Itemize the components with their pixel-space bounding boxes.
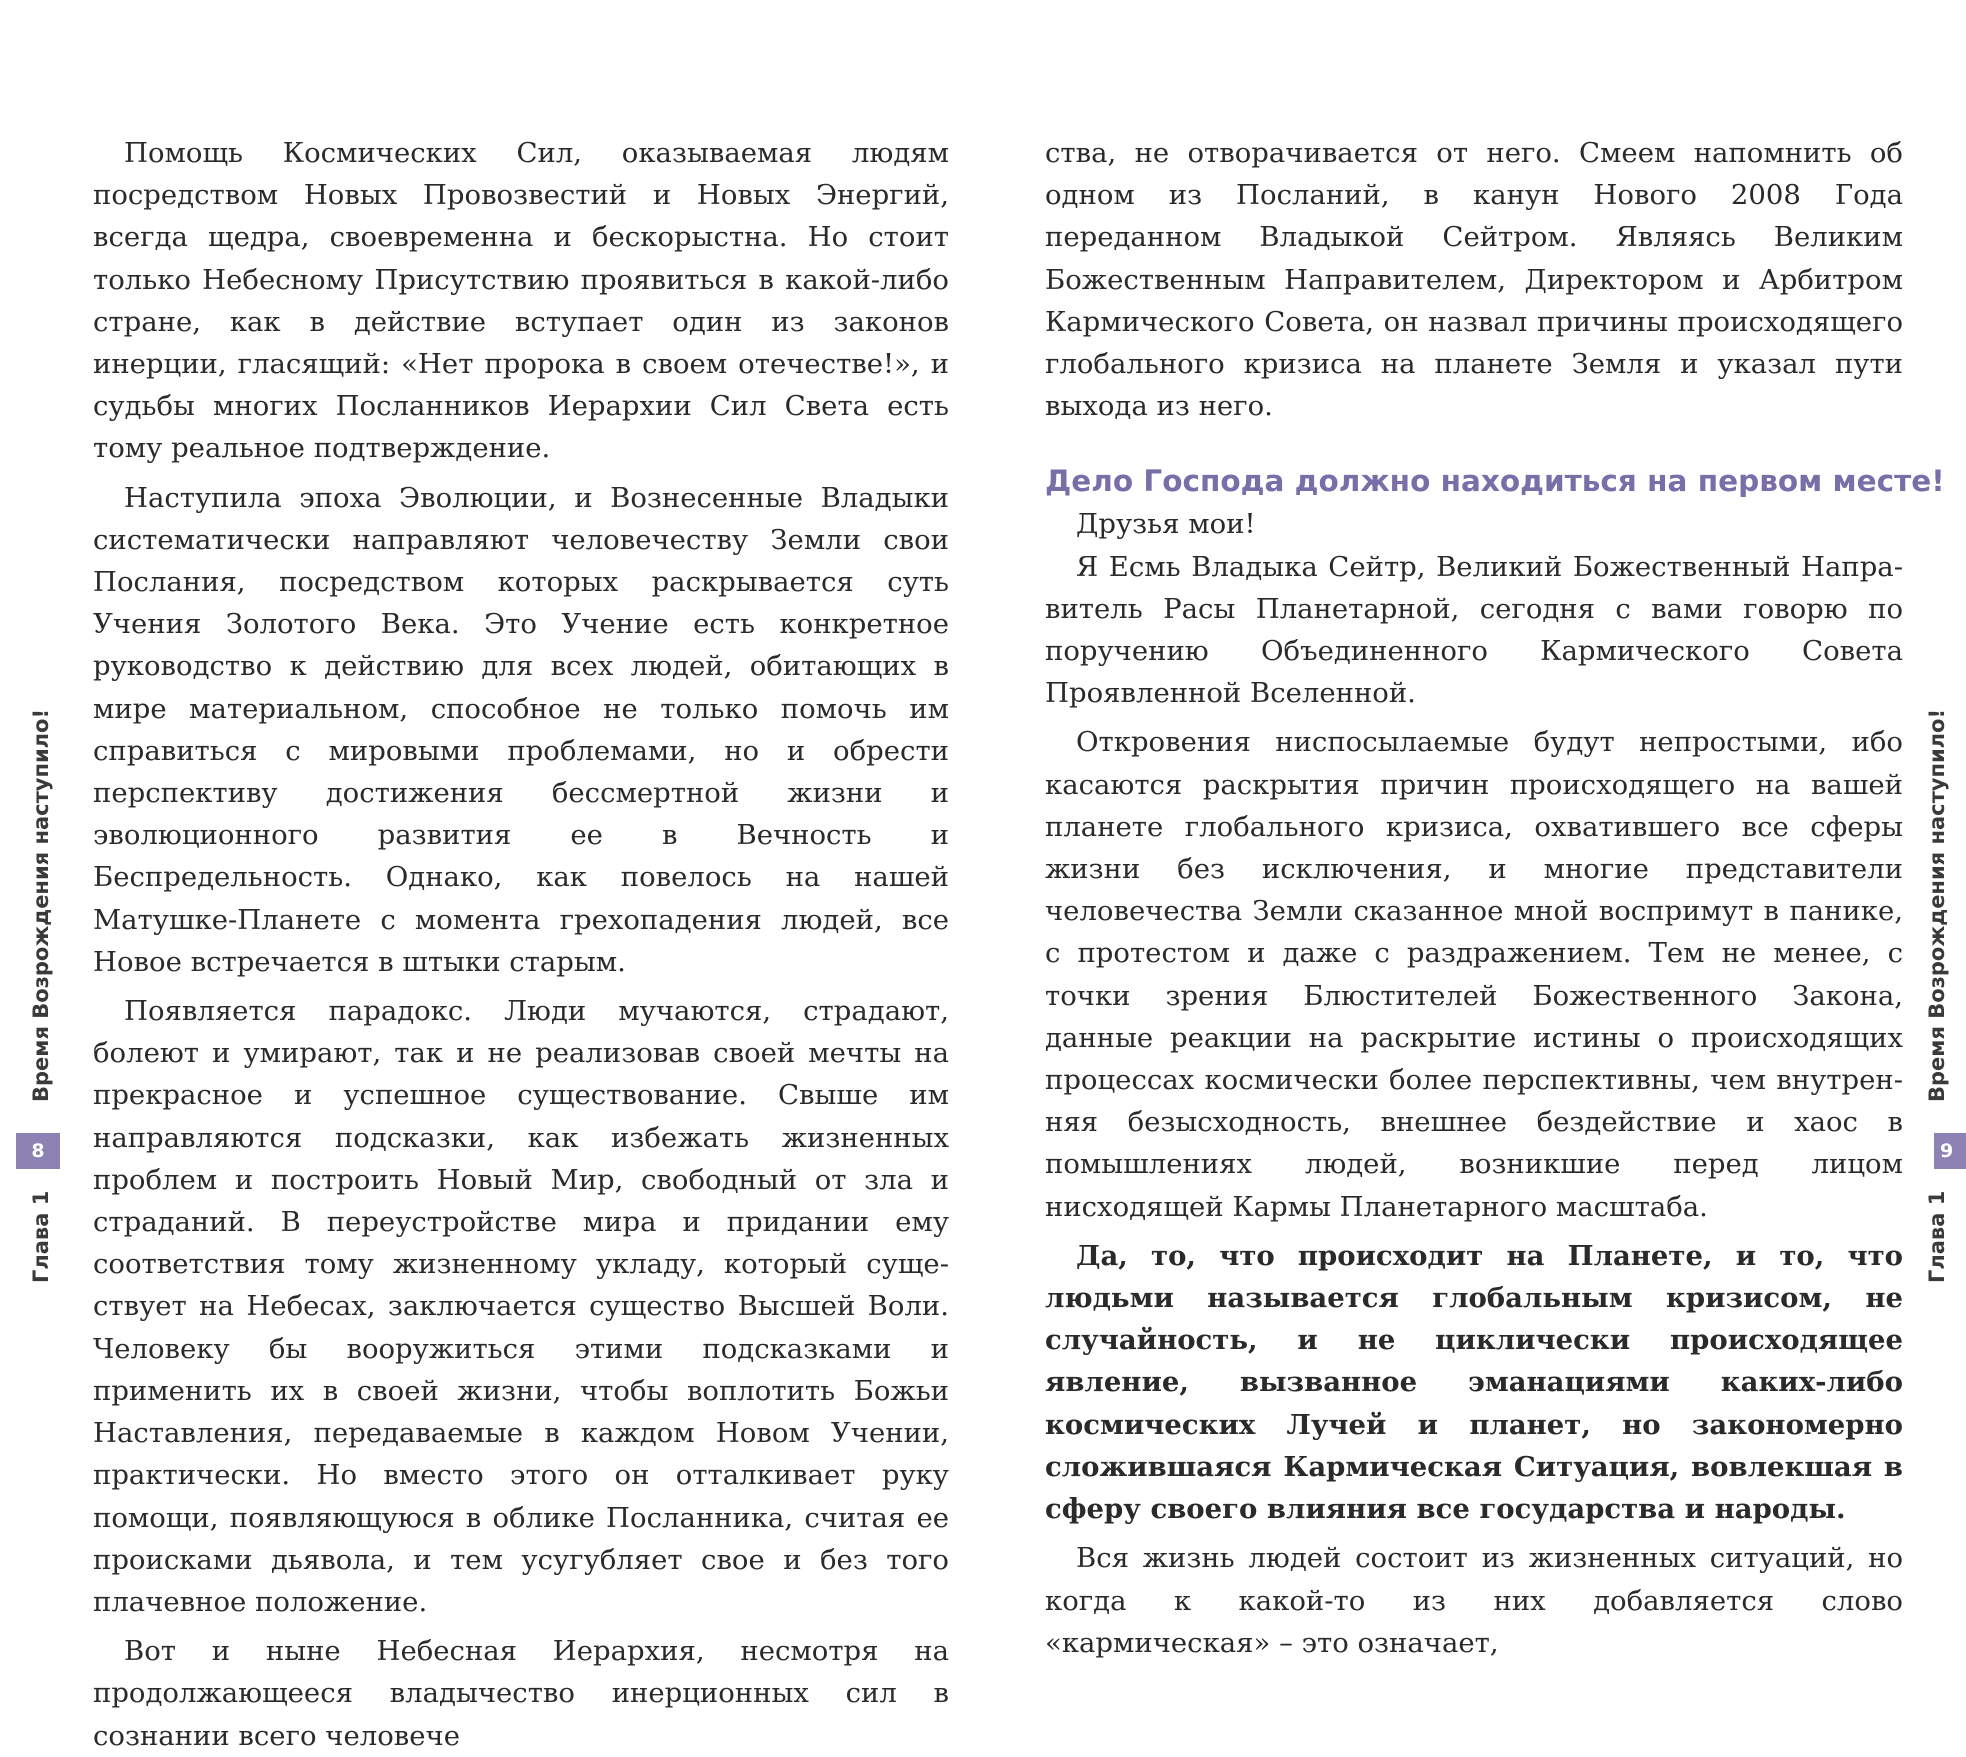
- right-page: [983, 0, 1966, 1659]
- page-number: 9: [1934, 1133, 1966, 1169]
- right-page-side-rail: [1912, 0, 1962, 1507]
- left-page-text-column: [93, 132, 949, 1757]
- body-paragraph: Вся жизнь людей состоит из жизненных ситуаций, но когда к какой-то из них добавляется слово «кармическая» – это означает,: [1045, 1542, 1903, 1659]
- continuation-paragraph: ства, не отворачивается от него. Смеем напомнить об одном из Посланий, в канун Нового 2008 Года переданном Владыкой Сейтром. Являясь Великим Божественным Направителем, Директором и Арбитром Кармического Совета, он назвал причины происходящего глобального кризиса на планете Земля и указал пути выхода из него.: [1045, 137, 1903, 423]
- running-head-chapter: Глава 1: [1925, 1190, 1949, 1283]
- body-paragraph: Помощь Космических Сил, оказываемая людям посредством Новых Провозвестий и Новых Энергий, всегда щедра, своевременна и бескорыстна. Но стоит только Небесному Присутствию проявиться в какой-либо стране, как в действие вступает один из законов инерции, гласящий: «Нет пророка в своем отечестве!», и судьбы многих Посланников Иерархии Сил Света есть тому реальное подтверждение.: [93, 137, 949, 465]
- running-head-section-title: Время Возрождения наступило!: [29, 708, 53, 1102]
- body-paragraph: Наступила эпоха Эволюции, и Вознесенные Владыки систематически направляют человечеству Земли свои Послания, посредством которых раскрывается суть Учения Золотого Века. Это Учение есть конкретное руководство к действию для всех людей, обитающих в мире материальном, способное не только помочь им справиться с мировыми проблемами, но и обрести перспективу достижения бессмертной жизни и эволюционного развития ее в Вечность и Беспредельность. Однако, как повелось на нашей Матушке-Планете с момента грехопадения людей, все Новое встречается в штыки старым.: [93, 481, 949, 978]
- running-head-chapter: Глава 1: [29, 1190, 53, 1283]
- body-paragraph: Вот и ныне Небесная Иерархия, несмотря на продолжающееся владычество инерционных сил в сознании всего человече: [93, 1635, 949, 1752]
- left-page-side-rail: [16, 0, 66, 1507]
- page-number: 8: [16, 1133, 60, 1169]
- body-paragraph: Откровения ниспосылаемые будут непростыми, ибо касаются раскрытия причин происходящего на вашей планете глобального кризиса, охватившего все сферы жизни без исключения, и многие представители человечества Земли сказанное мной воспримут в панике, с протестом и даже с раздражением. Тем не менее, с точки зрения Блюстителей Божественного Закона, данные реакции на раскрытие истины о происходящих процессах космически более перспективны, чем внутренняя безысходность, внешнее бездействие и хаос в помышлениях людей, возникшие перед лицом нисходящей Кармы Планетарного масштаба.: [1045, 726, 1903, 1223]
- running-head-section-title: Время Возрождения наступило!: [1925, 708, 1949, 1102]
- section-heading: Дело Господа должно находиться на первом месте!: [1045, 464, 1945, 499]
- body-paragraph: Я Есмь Владыка Сейтр, Великий Божественный Направитель Расы Планетарной, сегодня с вами говорю по поручению Объединенного Кармического Совета Проявленной Вселенной.: [1045, 550, 1903, 710]
- greeting-line: Друзья мои!: [1076, 508, 1256, 541]
- body-paragraph: Появляется парадокс. Люди мучаются, страдают, болеют и умирают, так и не реализовав своей мечты на прекрасное и успешное существование. Свыше им направляются подсказки, как избежать жизненных проблем и построить Новый Мир, свободный от зла и страданий. В переустройстве мира и придании ему соответствия тому жизненному укладу, который существует на Небесах, заключается существо Высшей Воли. Человеку бы вооружиться этими подсказками и применить их в своей жизни, чтобы воплотить Божьи Наставления, передаваемые в каждом Новом Учении, практически. Но вместо этого он отталкивает руку помощи, появляющуюся в облике Посланника, считая ее происками дьявола, и тем усугубляет свое и без того плачевное положение.: [93, 995, 949, 1618]
- bold-paragraph: Да, то, что происходит на Планете, и то, что людьми называется глобальным кризисом, не случайность, и не циклически происходящее явление, вызванное эманациями каких-либо космических Лучей и планет, но закономерно сложившаяся Кармическая Ситуация, вовлекшая в сферу своего влияния все государства и народы.: [1045, 1239, 1903, 1526]
- left-page: [0, 0, 983, 1752]
